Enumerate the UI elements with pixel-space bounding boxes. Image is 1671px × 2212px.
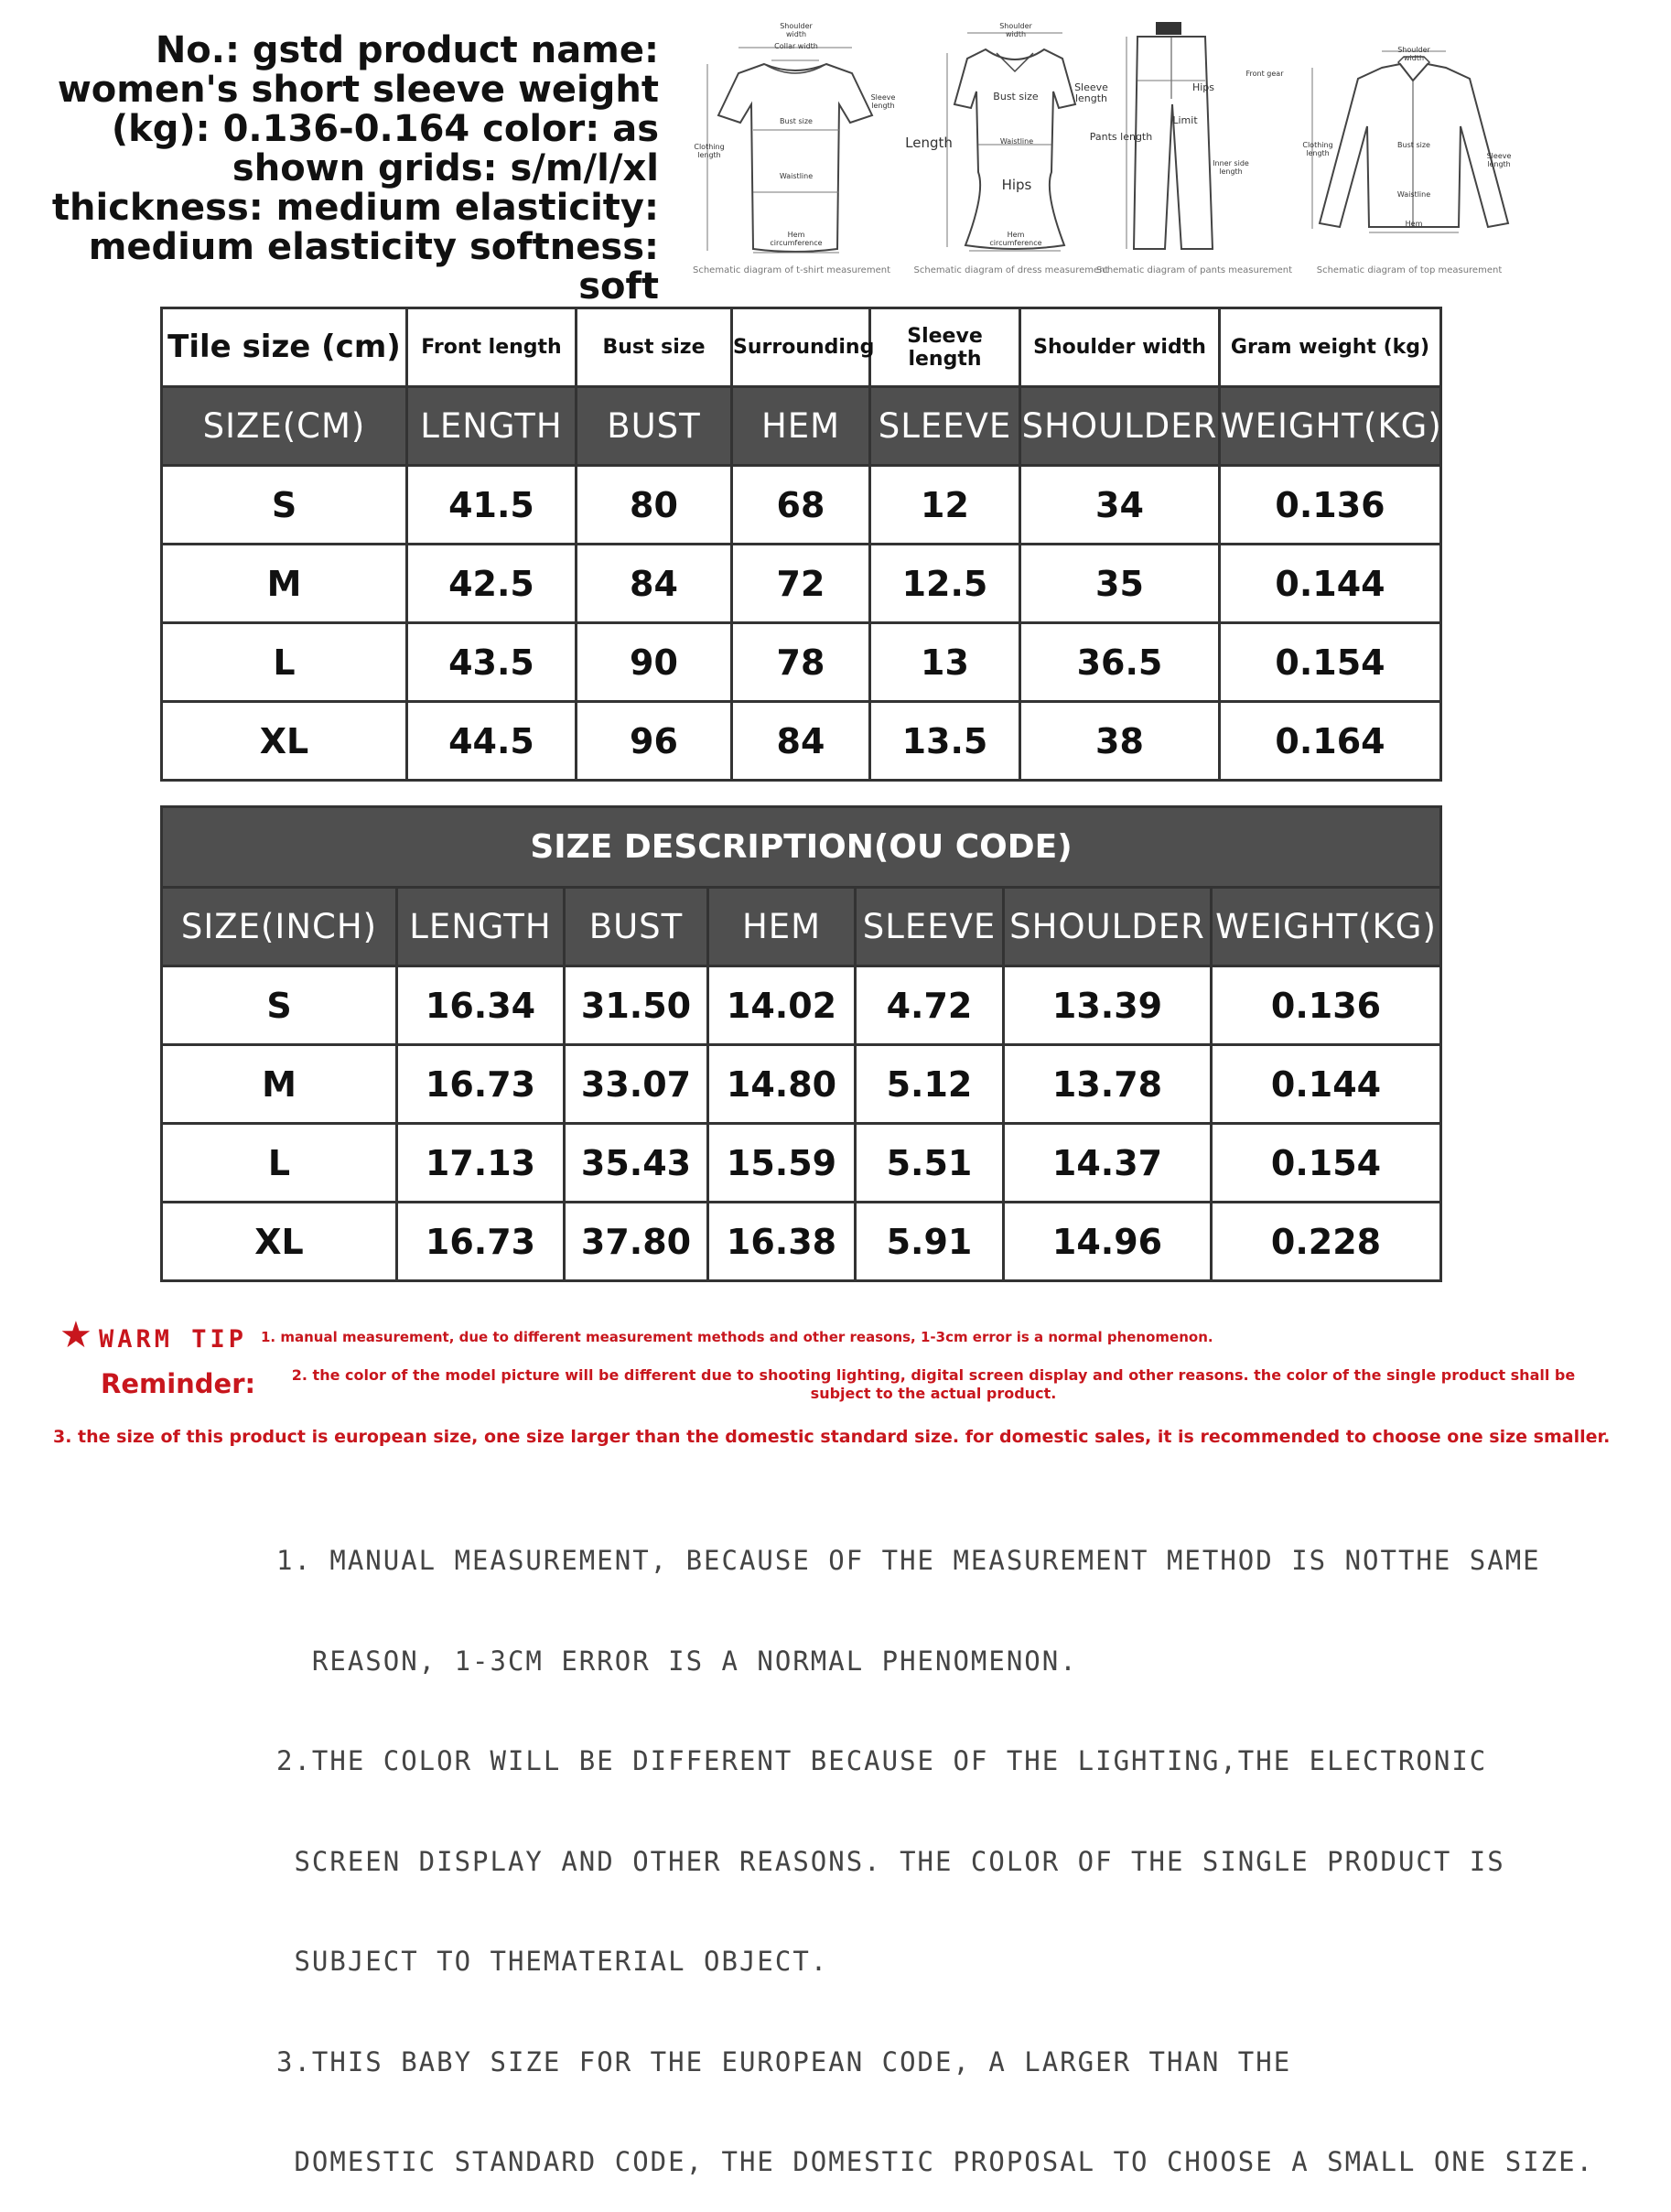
limit-label: Limit (1172, 114, 1198, 126)
header-cell: SHOULDER (1020, 387, 1220, 466)
value-cell: 90 (577, 623, 732, 702)
size-cell: M (162, 545, 407, 623)
bust-size-label: Bust size (1397, 141, 1430, 149)
value-cell: 14.96 (1004, 1203, 1212, 1281)
hips-label: Hips (1001, 177, 1032, 193)
title-row (162, 807, 1441, 888)
size-cell: M (162, 1045, 397, 1124)
collar-width-label: Collar width (774, 42, 818, 50)
note-line: SUBJECT TO THEMATERIAL OBJECT. (276, 1946, 829, 1977)
note-line: 1. MANUAL MEASUREMENT, BECAUSE OF THE MEASUREMENT METHOD IS NOTTHE SAME (276, 1545, 1541, 1576)
value-cell: 0.136 (1220, 466, 1441, 545)
value-cell: 0.144 (1220, 545, 1441, 623)
note-line: DOMESTIC STANDARD CODE, THE DOMESTIC PROPOSAL TO CHOOSE A SMALL ONE SIZE. (276, 2146, 1595, 2177)
value-cell: 33.07 (565, 1045, 708, 1124)
value-cell: 78 (732, 623, 870, 702)
size-cell: S (162, 966, 397, 1045)
hem-label: Hem (1405, 220, 1423, 228)
shoulder-width-label: Shoulder width (999, 22, 1032, 38)
front-gear-label: Front gear (1245, 70, 1284, 78)
product-info: No.: gstd product name: women's short sleeve weight (kg): 0.136-0.164 color: as shown grids: s/m/l/xl thickness: medium elasticity: medium elasticity softness: soft (51, 29, 659, 308)
value-cell: 0.154 (1212, 1124, 1441, 1203)
length-label: Length (905, 135, 953, 151)
header-row (162, 387, 1441, 466)
warm-tip-label: WARM TIP (99, 1325, 248, 1354)
value-cell: 14.02 (708, 966, 856, 1045)
value-cell: 13.5 (870, 702, 1020, 781)
note-line: SCREEN DISPLAY AND OTHER REASONS. THE COLOR OF THE SINGLE PRODUCT IS (276, 1845, 1505, 1877)
top-caption: Schematic diagram of top measurement (1316, 265, 1503, 275)
note-line: 2.THE COLOR WILL BE DIFFERENT BECAUSE OF THE LIGHTING,THE ELECTRONIC (276, 1745, 1488, 1776)
value-cell: 5.51 (856, 1124, 1004, 1203)
value-cell: 96 (577, 702, 732, 781)
size-table-cm (160, 307, 1442, 782)
value-cell: 72 (732, 545, 870, 623)
value-cell: 43.5 (407, 623, 577, 702)
value-cell: 35 (1020, 545, 1220, 623)
clothing-length-label: Clothing length (694, 143, 725, 159)
waistline-label: Waistline (1396, 190, 1431, 199)
value-cell: 68 (732, 466, 870, 545)
size-cell: S (162, 466, 407, 545)
header-cell: SLEEVE (856, 888, 1004, 966)
header-cell: SIZE(INCH) (162, 888, 397, 966)
value-cell: 16.34 (397, 966, 565, 1045)
header-cell: WEIGHT(KG) (1220, 387, 1441, 466)
value-cell: 35.43 (565, 1124, 708, 1203)
tshirt-caption: Schematic diagram of t-shirt measurement (693, 265, 890, 275)
label-cell: Gram weight (kg) (1220, 308, 1441, 387)
waistline-label: Waistline (779, 172, 814, 180)
tshirt-diagram (682, 16, 901, 291)
label-row (162, 308, 1441, 387)
table-row (162, 966, 1441, 1045)
value-cell: 80 (577, 466, 732, 545)
header-cell: LENGTH (407, 387, 577, 466)
top-diagram (1299, 16, 1519, 291)
bust-size-label: Bust size (993, 91, 1039, 103)
table-row (162, 1124, 1441, 1203)
value-cell: 0.228 (1212, 1203, 1441, 1281)
sleeve-length-label: Sleeve length (1074, 81, 1108, 104)
label-cell: Shoulder width (1020, 308, 1220, 387)
size-table-inch (160, 805, 1442, 1282)
value-cell: 38 (1020, 702, 1220, 781)
header-cell: SIZE(CM) (162, 387, 407, 466)
tip-2: 2. the color of the model picture will be different due to shooting lighting, digital screen display and other reasons. the color of the single product shall be subject to the actual product. (291, 1366, 1576, 1402)
value-cell: 0.154 (1220, 623, 1441, 702)
header-cell: WEIGHT(KG) (1212, 888, 1441, 966)
value-cell: 41.5 (407, 466, 577, 545)
value-cell: 16.73 (397, 1045, 565, 1124)
value-cell: 34 (1020, 466, 1220, 545)
pants-length-label: Pants length (1089, 131, 1153, 143)
header-cell: BUST (577, 387, 732, 466)
sleeve-length-label: Sleeve length (870, 93, 896, 110)
notes-block (276, 1477, 1603, 2212)
value-cell: 14.80 (708, 1045, 856, 1124)
value-cell: 13.78 (1004, 1045, 1212, 1124)
star-icon: ★ (59, 1314, 92, 1356)
table-row (162, 466, 1441, 545)
label-cell: Surrounding (732, 308, 870, 387)
size-cell: L (162, 623, 407, 702)
table-row (162, 623, 1441, 702)
header-cell: HEM (708, 888, 856, 966)
value-cell: 16.73 (397, 1203, 565, 1281)
value-cell: 15.59 (708, 1124, 856, 1203)
header-cell: LENGTH (397, 888, 565, 966)
header-cell: SLEEVE (870, 387, 1020, 466)
table-row (162, 702, 1441, 781)
value-cell: 31.50 (565, 966, 708, 1045)
value-cell: 0.144 (1212, 1045, 1441, 1124)
value-cell: 84 (732, 702, 870, 781)
label-cell: Sleeve length (870, 308, 1020, 387)
size-cell: XL (162, 702, 407, 781)
value-cell: 17.13 (397, 1124, 565, 1203)
table-row (162, 1203, 1441, 1281)
header-cell: BUST (565, 888, 708, 966)
tshirt-outline-icon (682, 16, 901, 264)
hem-circumference-label: Hem circumference (770, 231, 823, 247)
sleeve-length-label: Sleeve length (1486, 152, 1512, 168)
value-cell: 16.38 (708, 1203, 856, 1281)
value-cell: 42.5 (407, 545, 577, 623)
value-cell: 5.12 (856, 1045, 1004, 1124)
header-row (162, 888, 1441, 966)
bust-size-label: Bust size (780, 117, 813, 125)
pants-caption: Schematic diagram of pants measurement (1095, 265, 1293, 275)
value-cell: 36.5 (1020, 623, 1220, 702)
note-line: REASON, 1-3CM ERROR IS A NORMAL PHENOMENON. (276, 1645, 1078, 1677)
value-cell: 0.164 (1220, 702, 1441, 781)
hips-label: Hips (1191, 81, 1215, 93)
value-cell: 44.5 (407, 702, 577, 781)
value-cell: 13.39 (1004, 966, 1212, 1045)
table-row (162, 545, 1441, 623)
hem-circumference-label: Hem circumference (989, 231, 1042, 247)
shoulder-width-label: Shoulder width (780, 22, 813, 38)
value-cell: 12 (870, 466, 1020, 545)
tip-1: 1. manual measurement, due to different measurement methods and other reasons, 1-3cm error is a normal phenomenon. (261, 1329, 1213, 1345)
table-row (162, 1045, 1441, 1124)
label-cell: Tile size (cm) (162, 308, 407, 387)
value-cell: 37.80 (565, 1203, 708, 1281)
dress-caption: Schematic diagram of dress measurement (913, 265, 1109, 275)
value-cell: 84 (577, 545, 732, 623)
size-cell: L (162, 1124, 397, 1203)
value-cell: 12.5 (870, 545, 1020, 623)
label-cell: Bust size (577, 308, 732, 387)
pants-diagram (1084, 16, 1304, 291)
value-cell: 0.136 (1212, 966, 1441, 1045)
value-cell: 13 (870, 623, 1020, 702)
value-cell: 5.91 (856, 1203, 1004, 1281)
value-cell: 14.37 (1004, 1124, 1212, 1203)
value-cell: 4.72 (856, 966, 1004, 1045)
tip-3: 3. the size of this product is european size, one size larger than the domestic standard size. for domestic sales, it is recommended to choose one size smaller. (53, 1427, 1611, 1447)
reminder-label: Reminder: (101, 1368, 256, 1399)
size-description-title: SIZE DESCRIPTION(OU CODE) (162, 807, 1441, 888)
size-cell: XL (162, 1203, 397, 1281)
header-cell: SHOULDER (1004, 888, 1212, 966)
clothing-length-label: Clothing length (1302, 141, 1333, 157)
shoulder-width-label: Shoulder width (1397, 46, 1430, 62)
note-line: 3.THIS BABY SIZE FOR THE EUROPEAN CODE, A LARGER THAN THE (276, 2045, 1292, 2077)
waistline-label: Waistline (999, 137, 1034, 146)
label-cell: Front length (407, 308, 577, 387)
inner-side-length-label: Inner side length (1213, 159, 1249, 176)
header-cell: HEM (732, 387, 870, 466)
